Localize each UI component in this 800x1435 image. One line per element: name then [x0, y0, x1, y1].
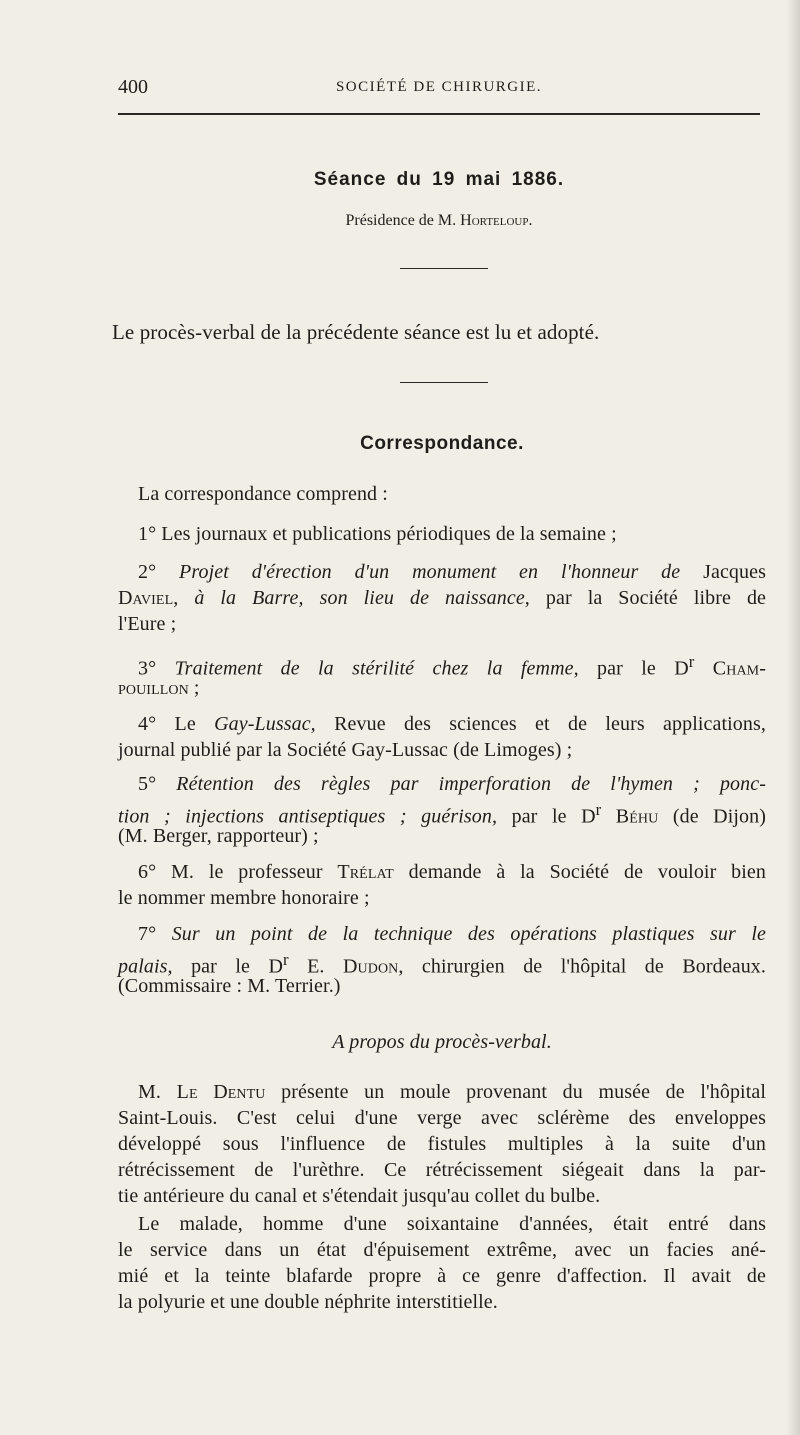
item-3-name-cont: pouillon [118, 677, 189, 699]
separator-rule-2 [400, 382, 488, 383]
running-head [118, 76, 760, 102]
item-2-name-last: Daviel [118, 587, 174, 609]
item-7-initial: E. [288, 955, 343, 978]
item-4-rest: Revue des sciences et de leurs applications, [315, 713, 766, 735]
correspondance-item-3-line-2 [118, 676, 766, 700]
correspondance-item-2-line-3: l'Eure ; [118, 613, 177, 635]
correspondance-item-5-line-3: (M. Berger, rapporteur) ; [118, 825, 319, 847]
item-6-name: Trélat [337, 861, 394, 883]
item-3-end: ; [188, 677, 200, 699]
item-7-title: Sur un point de la technique des opérations plastiques sur le [171, 923, 766, 945]
item-7-title-cont: palais, [118, 955, 173, 978]
president-name: Horteloup [460, 212, 529, 229]
item-3-by: par le D [578, 657, 689, 680]
correspondance-heading: Correspondance. [360, 433, 524, 454]
correspondance-item-4-line-2: journal publié par la Société Gay-Lussac (de Limoges) ; [118, 739, 573, 761]
correspondance-item-4-line-1 [138, 712, 766, 736]
header-rule [118, 113, 760, 115]
correspondance-item-2-line-1 [138, 560, 766, 584]
correspondance-intro: La correspondance comprend : [138, 483, 388, 505]
minutes-statement: Le procès-verbal de la précédente séance est lu et adopté. [112, 320, 600, 344]
le-dentu-line-2: Saint-Louis. C'est celui d'une verge avec sclérème des enveloppes [118, 1107, 766, 1129]
le-dentu-line-1 [138, 1080, 766, 1104]
le-dentu-line-3: développé sous l'influence de fistules multiples à la suite d'un [118, 1133, 766, 1155]
malade-line-1: Le malade, homme d'une soixantaine d'années, était entré dans [138, 1213, 766, 1235]
item-5-place: (de Dijon) [658, 805, 766, 828]
correspondance-item-1: 1° Les journaux et publications périodiques de la semaine ; [138, 523, 617, 545]
item-5-sup: r [595, 800, 602, 819]
correspondance-item-7-line-3: (Commissaire : M. Terrier.) [118, 975, 341, 997]
item-7-rest: , chirurgien de l'hôpital de Bordeaux. [398, 955, 766, 978]
item-7-number: 7° [138, 923, 172, 945]
le-dentu-rest: présente un moule provenant du musée de l'hôpital [265, 1081, 766, 1103]
item-2-title-cont: à la Barre, son lieu de naissance, [194, 587, 530, 609]
running-title: SOCIÉTÉ DE CHIRURGIE. [335, 79, 543, 95]
item-7-name: Dudon [342, 955, 399, 978]
correspondance-item-7-line-1 [138, 922, 766, 946]
session-title: Séance du 19 mai 1886. [313, 169, 565, 190]
item-7-sup: r [283, 950, 289, 969]
separator-rule-1 [400, 268, 488, 269]
page-number: 400 [118, 76, 148, 98]
item-5-title: Rétention des règles par imperforation de l'hymen ; ponc- [176, 773, 766, 795]
item-6-rest: demande à la Société de vouloir bien [393, 861, 767, 883]
item-3-name: Cham- [694, 657, 766, 680]
item-3-number: 3° [138, 657, 175, 680]
correspondance-item-5-line-1 [138, 772, 766, 796]
le-dentu-line-5: tie antérieure du canal et s'étendait jusqu'au collet du bulbe. [118, 1185, 601, 1207]
item-2-rest: par la Société libre de [529, 587, 767, 609]
item-2-number: 2° [138, 561, 180, 583]
page-binding-shadow [786, 0, 800, 1435]
item-3-sup: r [688, 652, 695, 671]
item-7-by: par le D [172, 955, 283, 978]
a-propos-heading [118, 1030, 766, 1054]
item-2-name-first: Jacques [680, 561, 766, 583]
correspondance-item-2-line-2: Daviel, à la Barre, son lieu de naissance, par la Société libre de [118, 587, 767, 609]
le-dentu-prefix: M. [138, 1081, 177, 1103]
item-5-number: 5° [138, 773, 177, 795]
presidence-line [118, 212, 760, 230]
le-dentu-line-4: rétrécissement de l'urèthre. Ce rétrécissement siégeait dans la par- [118, 1159, 766, 1181]
le-dentu-name: Le Dentu [176, 1081, 266, 1103]
item-4-title: Gay-Lussac, [214, 713, 316, 735]
malade-line-2: le service dans un état d'épuisement extrême, avec un facies ané- [118, 1239, 766, 1261]
malade-line-3: mié et la teinte blafarde propre à ce genre d'affection. Il avait de [118, 1265, 766, 1287]
presidence-prefix: Présidence de M. [345, 212, 461, 229]
correspondance-item-6-line-2: le nommer membre honoraire ; [118, 887, 370, 909]
a-propos-heading-text: A propos du procès-verbal. [332, 1031, 552, 1053]
presidence-suffix: . [528, 212, 533, 229]
item-3-title: Traitement de la stérilité chez la femme, [174, 657, 579, 680]
item-2-title: Projet d'érection d'un monument en l'honneur de [179, 561, 681, 583]
item-5-title-cont: tion ; injections antiseptiques ; guérison, [118, 805, 498, 828]
malade-line-4: la polyurie et une double néphrite interstitielle. [118, 1291, 498, 1313]
item-4-number: 4° Le [138, 713, 215, 735]
correspondance-item-6-line-1 [138, 860, 766, 884]
item-5-by: par le D [497, 805, 596, 828]
item-6-start: 6° M. le professeur [138, 861, 338, 883]
item-5-name: Béhu [601, 805, 659, 828]
